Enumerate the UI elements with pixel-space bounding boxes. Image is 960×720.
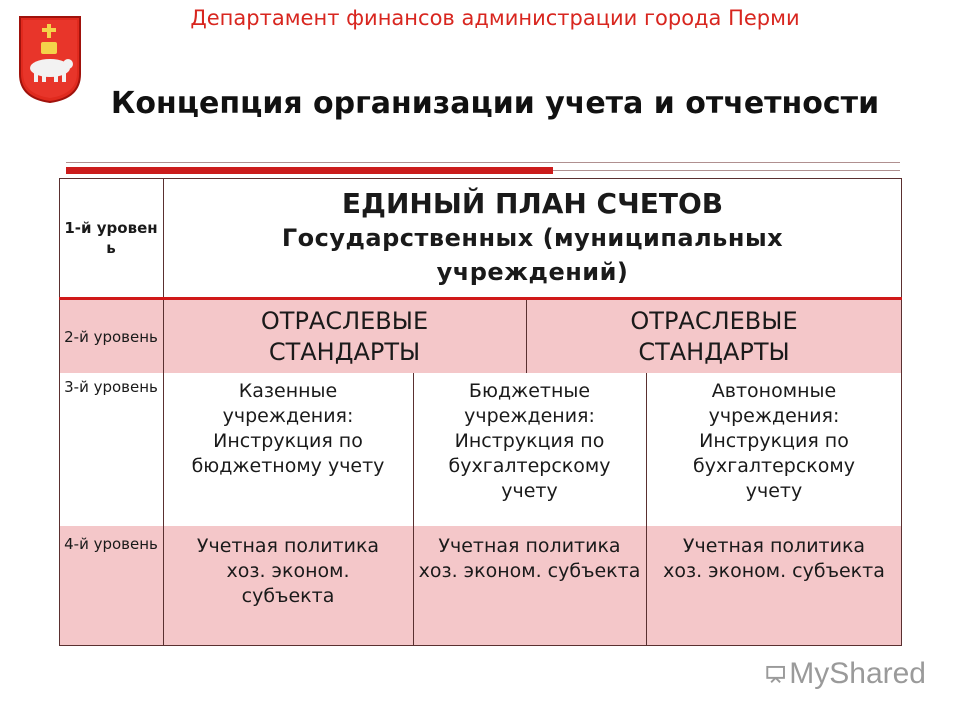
table-divider [163,178,164,646]
table-divider [526,300,527,373]
accounting-policy-text: Учетная политика хоз. эконом. субъекта [196,535,380,607]
decorative-line [66,162,900,163]
budget-institutions-text: Бюджетные учреждения: Инструкция по бухгалтерскому учету [448,380,611,502]
industry-standards-cell [526,300,902,373]
accounting-levels-table [59,178,902,646]
industry-standards-text: ОТРАСЛЕВЫЕ СТАНДАРТЫ [630,306,798,366]
department-name: Департамент финансов администрации города Перми [190,6,800,30]
government-institutions-text: Казенные учреждения: Инструкция по бюджетному учету [191,380,385,477]
watermark [766,654,926,694]
accounting-policy-cell [646,526,902,646]
level-1-label: 1-й уровен ь [64,219,158,257]
page-title: Концепция организации учета и отчетности [110,86,880,121]
table-border [59,178,902,179]
industry-standards-text: ОТРАСЛЕВЫЕ СТАНДАРТЫ [260,306,429,366]
decorative-red-bar [66,167,553,174]
level-2-label: 2-й уровень [59,300,163,373]
autonomous-institutions-cell [646,373,902,526]
accounting-policy-cell [413,526,646,646]
unified-chart-of-accounts-cell [163,178,902,298]
autonomous-institutions-text: Автономные учреждения: Инструкция по бухгалтерскому учету [693,380,855,502]
industry-standards-cell [163,300,526,373]
table-border [901,178,902,646]
level-3-label: 3-й уровень [64,378,158,396]
accounting-policy-text: Учетная политика хоз. эконом. субъекта [418,535,641,582]
table-divider-red [59,297,902,300]
presentation-board-icon [766,660,785,688]
table-divider [646,373,647,646]
accounting-policy-cell [163,526,413,646]
watermark-text: MyShared [789,657,926,690]
decorative-thin-line [553,170,900,171]
unified-chart-title: ЕДИНЫЙ ПЛАН СЧЕТОВ [341,187,724,220]
level-4-label: 4-й уровень [59,526,163,646]
government-institutions-cell [163,373,413,526]
budget-institutions-cell [413,373,646,526]
table-border [59,178,60,646]
unified-chart-subtitle: Государственных (муниципальных учреждений) [281,224,784,286]
table-divider [413,373,414,646]
accounting-policy-text: Учетная политика хоз. эконом. субъекта [663,535,885,582]
table-border [59,645,902,646]
